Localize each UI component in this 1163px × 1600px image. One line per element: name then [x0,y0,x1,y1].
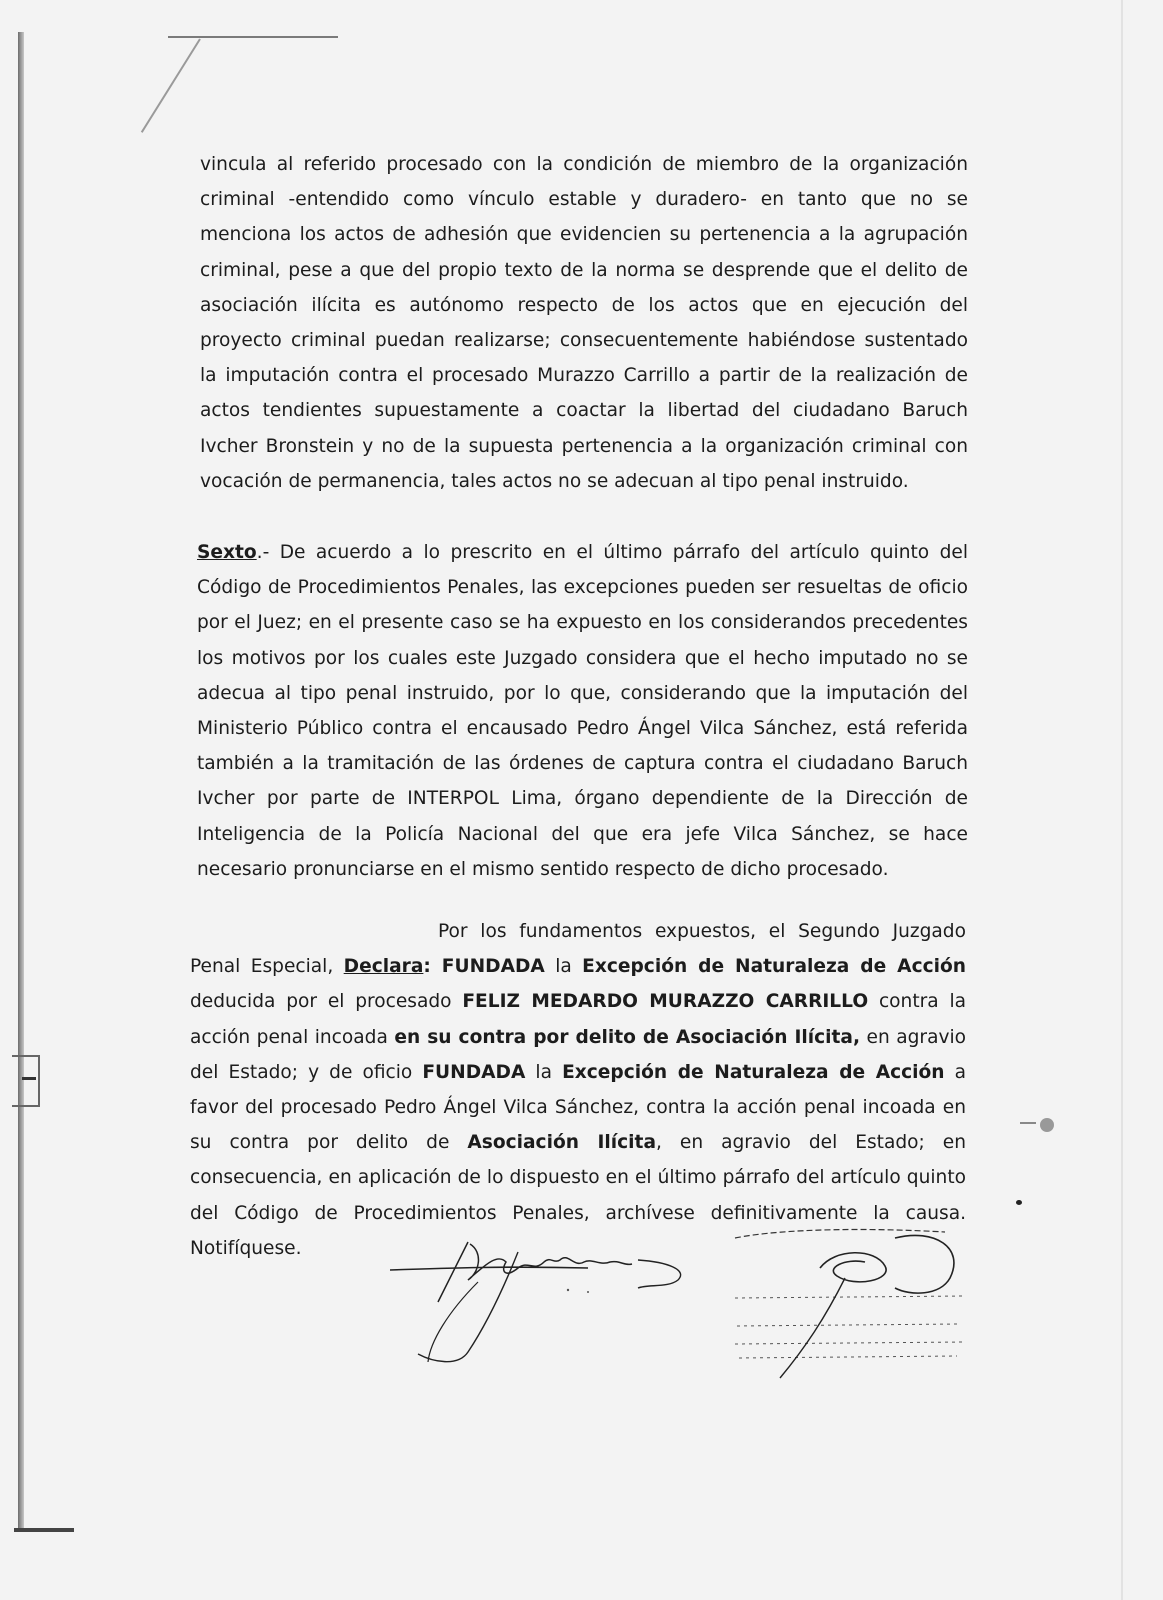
paragraph-resolution: Por los fundamentos expuestos, el Segundo Juzgado Penal Especial, Declara: FUNDADA la Excepción de Naturaleza de Acción deducida por el procesado FELIZ MEDARDO MURAZZO CARRILLO contra la acción penal incoada en su contra por delito de Asociación Ilícita, en agravio del Estado; y de oficio FUNDADA la Excepción de Naturaleza de Acción a favor del procesado Pedro Ángel Vilca Sánchez, contra la acción penal incoada en su contra por delito de Asociación Ilícita, en agravio del Estado; en consecuencia, en aplicación de lo dispuesto en el último párrafo del artículo quinto del Código de Procedimientos Penales, archívese definitivamente la causa. Notifíquese. [190,921,967,1259]
judge-signature-left [388,1232,698,1372]
binder-clip-mark [12,1055,40,1107]
excepcion-2: Excepción de Naturaleza de Acción [562,1061,945,1083]
scan-top-edge [168,36,338,38]
excepcion-1: Excepción de Naturaleza de Acción [582,956,967,978]
scan-speck [1040,1118,1054,1132]
scan-left-edge [18,32,24,1532]
court-seal-signature-right [725,1218,975,1388]
paragraph-1-text: vincula al referido procesado con la condición de miembro de la organización criminal -entendido como vínculo estable y duradero- en tanto que no se menciona los actos de adhesión que evidencien su pertenencia a la agrupación criminal, pese a que del propio texto de la norma se desprende que el delito de asociación ilícita es autónomo respecto de los actos que en ejecución del proyecto criminal puedan realizarse; consecuentemente habiéndose sustentado la imputación contra el procesado Murazzo Carrillo a partir de la realización de actos tendientes supuestamente a coactar la libertad del ciudadano Baruch Ivcher Bronstein y no de la supuesta pertenencia a la organización criminal con vocación de permanencia, tales actos no se adecuan al tipo penal instruido. [200,154,968,492]
fundada-2: FUNDADA [422,1061,526,1083]
delito-asociacion-1: en su contra por delito de Asociación Ilícita, [394,1026,861,1048]
page-fold-line [141,38,201,132]
paragraph-continuation [200,147,968,499]
scan-speck [1016,1200,1022,1205]
declara-heading: Declara [343,956,424,978]
fundada-1: FUNDADA [441,956,545,978]
delito-asociacion-2: Asociación Ilícita [467,1132,656,1154]
sexto-heading: Sexto [197,542,257,563]
procesado-name: FELIZ MEDARDO MURAZZO CARRILLO [462,991,869,1013]
sexto-text: .- De acuerdo a lo prescrito en el último párrafo del artículo quinto del Código de Procedimientos Penales, las excepciones pueden ser resueltas de oficio por el Juez; en el presente caso se ha expuesto en los considerandos precedentes los motivos por los cuales este Juzgado considera que el hecho imputado no se adecua al tipo penal instruido, por lo que, considerando que la imputación del Ministerio Público contra el encausado Pedro Ángel Vilca Sánchez, está referida también a la tramitación de las órdenes de captura contra el ciudadano Baruch Ivcher por parte de INTERPOL Lima, órgano dependiente de la Dirección de Inteligencia de la Policía Nacional del que era jefe Vilca Sánchez, se hace necesario pronunciarse en el mismo sentido respecto de dicho procesado. [197,542,968,880]
scan-right-edge [1121,0,1123,1600]
scan-bottom-mark [14,1528,74,1532]
paragraph-sexto [197,535,968,887]
scan-speck [1020,1122,1036,1124]
